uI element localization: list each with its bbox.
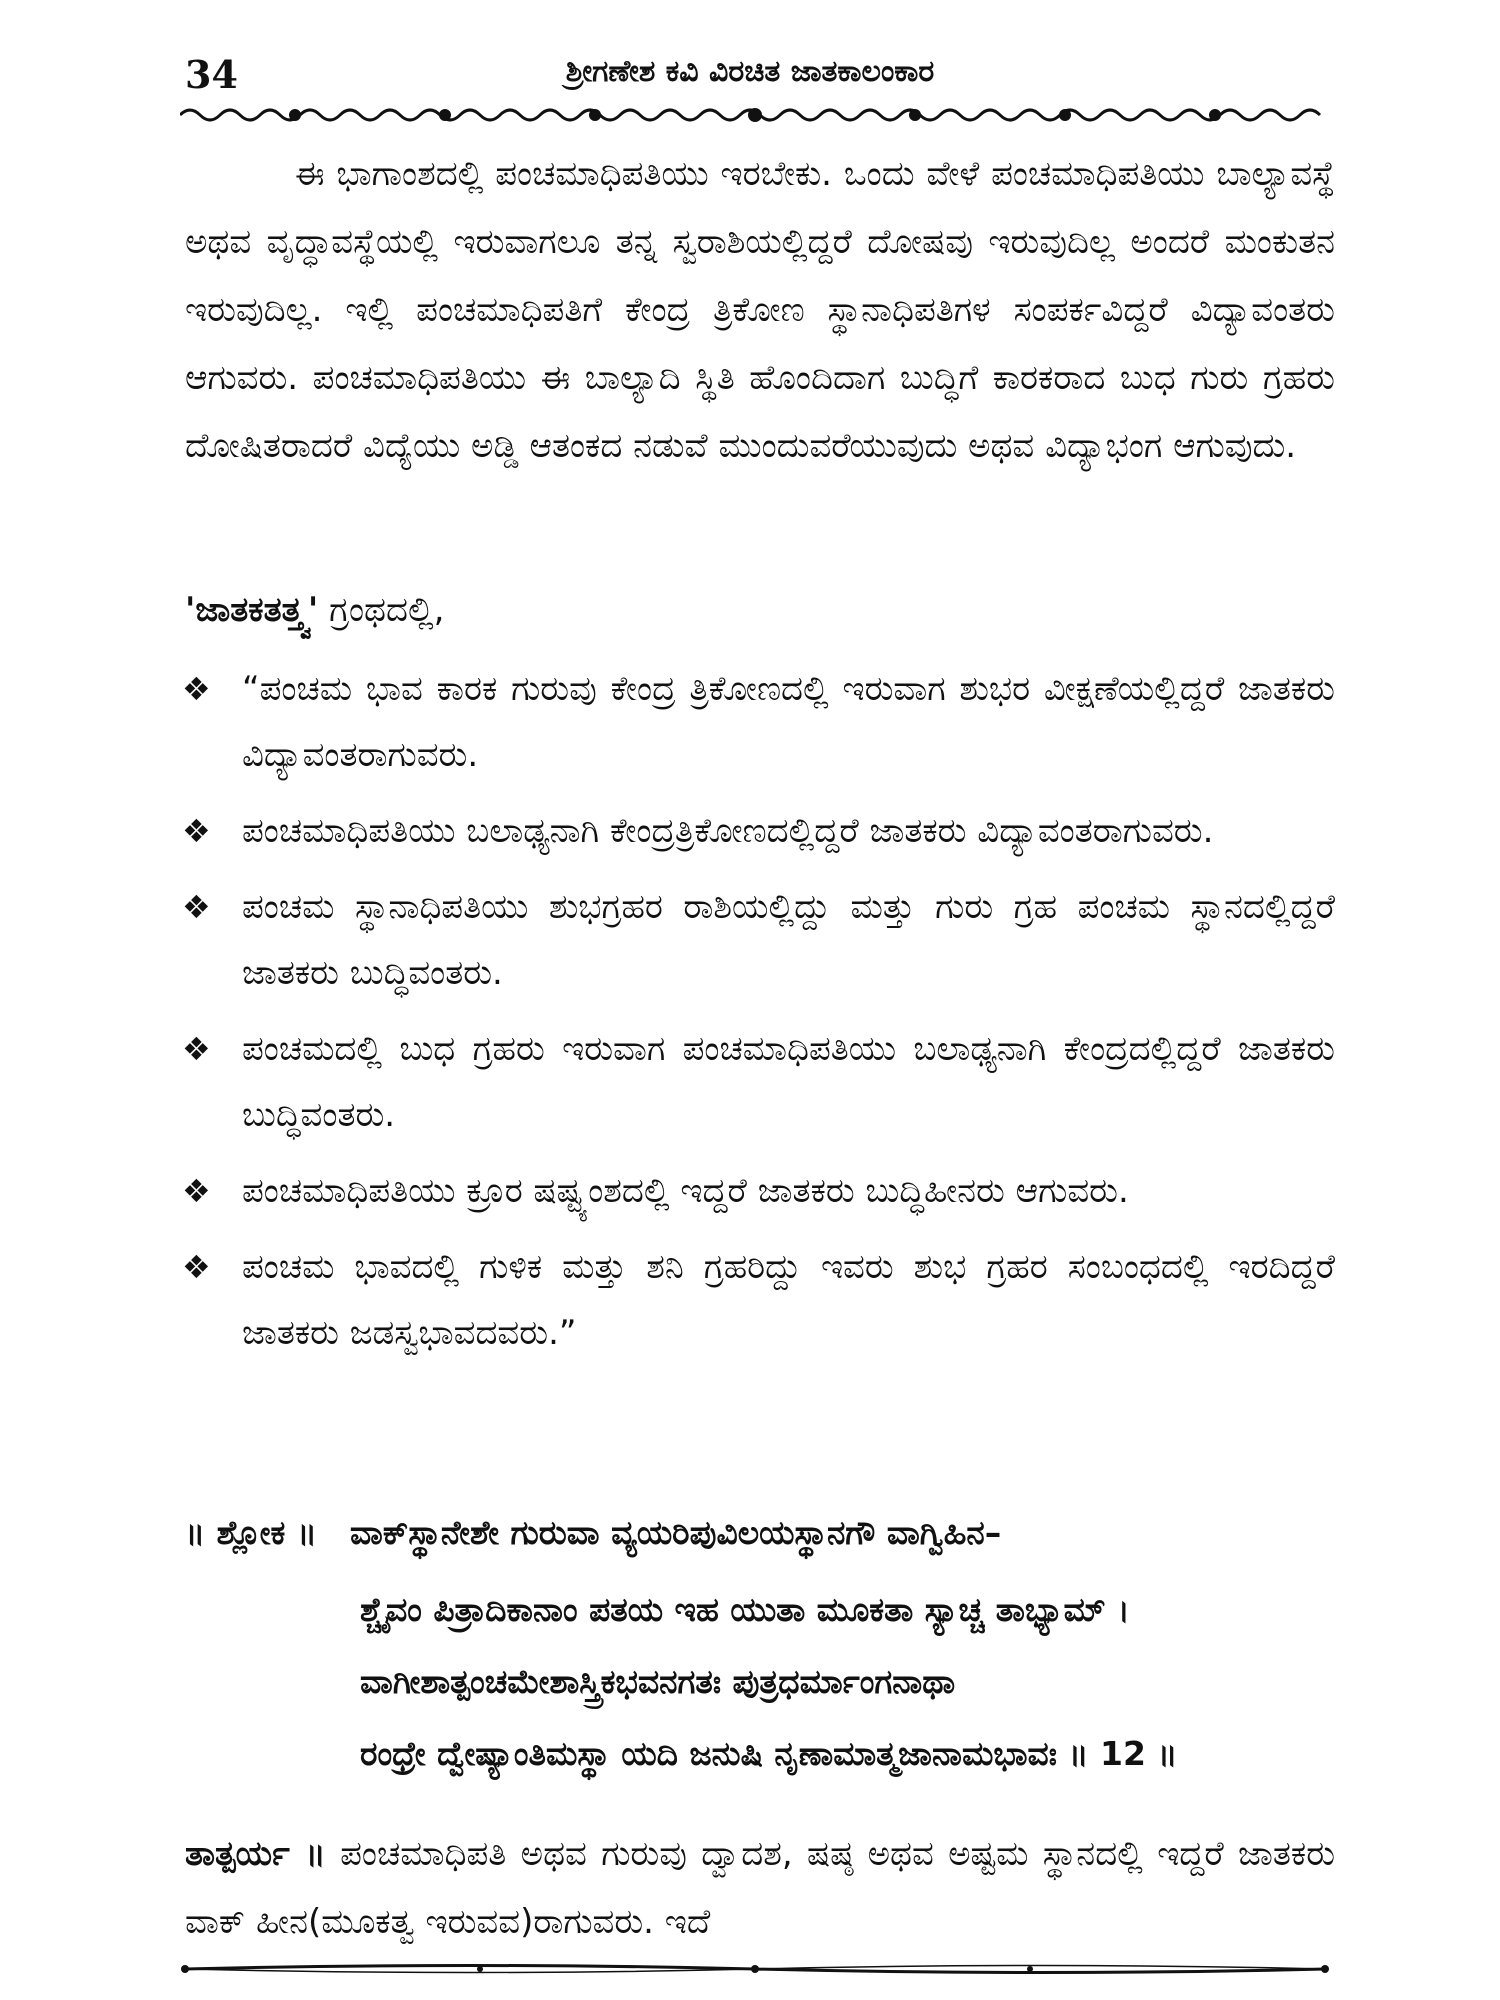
- shloka-line: ವಾಕ್‌ಸ್ಥಾನೇಶೇ ಗುರುವಾ ವ್ಯಯರಿಪುವಿಲಯಸ್ಥಾನಗೌ ವಾಗ್ವಿಹಿನ–: [350, 1513, 1002, 1552]
- tatparya-text: ಪಂಚಮಾಧಿಪತಿ ಅಥವ ಗುರುವು ದ್ವಾದಶ, ಷಷ್ಠ ಅಥವ ಅಷ್ಟಮ ಸ್ಥಾನದಲ್ಲಿ ಇದ್ದರೆ ಜಾತಕರು ವಾಕ್ ಹೀನ(ಮೂಕತ್ವ ಇರುವವ)ರಾಗುವರು. ಇದೆ: [185, 1834, 1336, 1942]
- list-item-text: ಪಂಚಮಾಧಿಪತಿಯು ಕ್ರೂರ ಷಷ್ಟ್ಯಂಶದಲ್ಲಿ ಇದ್ದರೆ ಜಾತಕರು ಬುದ್ಧಿಹೀನರು ಆಗುವರು.: [242, 1171, 1129, 1211]
- list-item: [180, 656, 1335, 788]
- heading-rest: ಗ್ರಂಥದಲ್ಲಿ,: [329, 590, 445, 630]
- tatparya-label: ತಾತ್ಪರ್ಯ ॥: [185, 1834, 326, 1874]
- list-item: [180, 1158, 1335, 1224]
- list-item-text: ಪಂಚಮದಲ್ಲಿ ಬುಧ ಗ್ರಹರು ಇರುವಾಗ ಪಂಚಮಾಧಿಪತಿಯು ಬಲಾಢ್ಯನಾಗಿ ಕೇಂದ್ರದಲ್ಲಿದ್ದರೆ ಜಾತಕರು ಬುದ್ಧಿವಂತರು.: [242, 1029, 1335, 1135]
- shloka-line: ಶ್ಚೈವಂ ಪಿತ್ರಾದಿಕಾನಾಂ ಪತಯ ಇಹ ಯುತಾ ಮೂಕತಾ ಸ್ಯಾಚ್ಚ ತಾಭ್ಯಾಮ್ ।: [360, 1590, 1130, 1629]
- diamond-bullet-icon: ❖: [182, 1248, 211, 1286]
- diamond-bullet-icon: ❖: [182, 812, 211, 850]
- source-heading: [185, 590, 444, 630]
- diamond-bullet-icon: ❖: [182, 1030, 211, 1068]
- list-item: [180, 1234, 1335, 1366]
- list-item-text: “ಪಂಚಮ ಭಾವ ಕಾರಕ ಗುರುವು ಕೇಂದ್ರ ತ್ರಿಕೋಣದಲ್ಲಿ ಇರುವಾಗ ಶುಭರ ವೀಕ್ಷಣೆಯಲ್ಲಿದ್ದರೆ ಜಾತಕರು ವಿದ್ಯಾವಂತರಾಗುವರು.: [242, 669, 1335, 775]
- shloka-lines: [350, 1500, 1340, 1790]
- running-title: ಶ್ರೀಗಣೇಶ ಕವಿ ವಿರಚಿತ ಜಾತಕಾಲಂಕಾರ: [565, 54, 935, 89]
- header-ornament: [180, 100, 1330, 130]
- rules-list: [180, 656, 1335, 1376]
- list-item-text: ಪಂಚಮಾಧಿಪತಿಯು ಬಲಾಢ್ಯನಾಗಿ ಕೇಂದ್ರತ್ರಿಕೋಣದಲ್ಲಿದ್ದರೆ ಜಾತಕರು ವಿದ್ಯಾವಂತರಾಗುವರು.: [242, 811, 1214, 851]
- diamond-bullet-icon: ❖: [182, 888, 211, 926]
- shloka-label: ॥ ಶ್ಲೋಕ ॥: [185, 1513, 317, 1552]
- page-header: [185, 44, 1315, 104]
- shloka-line: ರಂಧ್ರೇ ದ್ವೇಷ್ಯಾಂತಿಮಸ್ಥಾ ಯದಿ ಜನುಷಿ ನೃಣಾಮಾತ್ಮಜಾನಾಮಭಾವಃ ॥ 12 ॥: [360, 1734, 1178, 1773]
- shloka-line: ವಾಗೀಶಾತ್ಪಂಚಮೇಶಾಸ್ತ್ರಿಕಭವನಗತಃ ಪುತ್ರಧರ್ಮಾಂಗನಾಥಾ: [360, 1662, 956, 1701]
- book-title-quote: 'ಜಾತಕತತ್ತ್ವ': [185, 590, 319, 630]
- tatparya-paragraph: [185, 1820, 1335, 1956]
- diamond-bullet-icon: ❖: [182, 670, 211, 708]
- page-number: 34: [185, 52, 238, 97]
- list-item: [180, 1016, 1335, 1148]
- footer-ornament: [180, 1958, 1330, 1980]
- list-item-text: ಪಂಚಮ ಭಾವದಲ್ಲಿ ಗುಳಿಕ ಮತ್ತು ಶನಿ ಗ್ರಹರಿದ್ದು ಇವರು ಶುಭ ಗ್ರಹರ ಸಂಬಂಧದಲ್ಲಿ ಇರದಿದ್ದರೆ ಜಾತಕರು ಜಡಸ್ವಭಾವದವರು.”: [242, 1247, 1335, 1353]
- list-item: [180, 798, 1335, 864]
- diamond-bullet-icon: ❖: [182, 1172, 211, 1210]
- list-item: [180, 874, 1335, 1006]
- list-item-text: ಪಂಚಮ ಸ್ಥಾನಾಧಿಪತಿಯು ಶುಭಗ್ರಹರ ರಾಶಿಯಲ್ಲಿದ್ದು ಮತ್ತು ಗುರು ಗ್ರಹ ಪಂಚಮ ಸ್ಥಾನದಲ್ಲಿದ್ದರೆ ಜಾತಕರು ಬುದ್ಧಿವಂತರು.: [242, 887, 1335, 993]
- intro-paragraph: ಈ ಭಾಗಾಂಶದಲ್ಲಿ ಪಂಚಮಾಧಿಪತಿಯು ಇರಬೇಕು. ಒಂದು ವೇಳೆ ಪಂಚಮಾಧಿಪತಿಯು ಬಾಲ್ಯಾವಸ್ಥೆ ಅಥವ ವೃದ್ಧಾವಸ್ಥೆಯಲ್ಲಿ ಇರುವಾಗಲೂ ತನ್ನ ಸ್ವರಾಶಿಯಲ್ಲಿದ್ದರೆ ದೋಷವು ಇರುವುದಿಲ್ಲ ಅಂದರೆ ಮಂಕುತನ ಇರುವುದಿಲ್ಲ. ಇಲ್ಲಿ ಪಂಚಮಾಧಿಪತಿಗೆ ಕೇಂದ್ರ ತ್ರಿಕೋಣ ಸ್ಥಾನಾಧಿಪತಿಗಳ ಸಂಪರ್ಕವಿದ್ದರೆ ವಿದ್ಯಾವಂತರು ಆಗುವರು. ಪಂಚಮಾಧಿಪತಿಯು ಈ ಬಾಲ್ಯಾದಿ ಸ್ಥಿತಿ ಹೊಂದಿದಾಗ ಬುದ್ಧಿಗೆ ಕಾರಕರಾದ ಬುಧ ಗುರು ಗ್ರಹರು ದೋಷಿತರಾದರೆ ವಿದ್ಯೆಯು ಅಡ್ಡಿ ಆತಂಕದ ನಡುವೆ ಮುಂದುವರೆಯುವುದು ಅಥವ ವಿದ್ಯಾಭಂಗ ಆಗುವುದು.: [185, 154, 1335, 466]
